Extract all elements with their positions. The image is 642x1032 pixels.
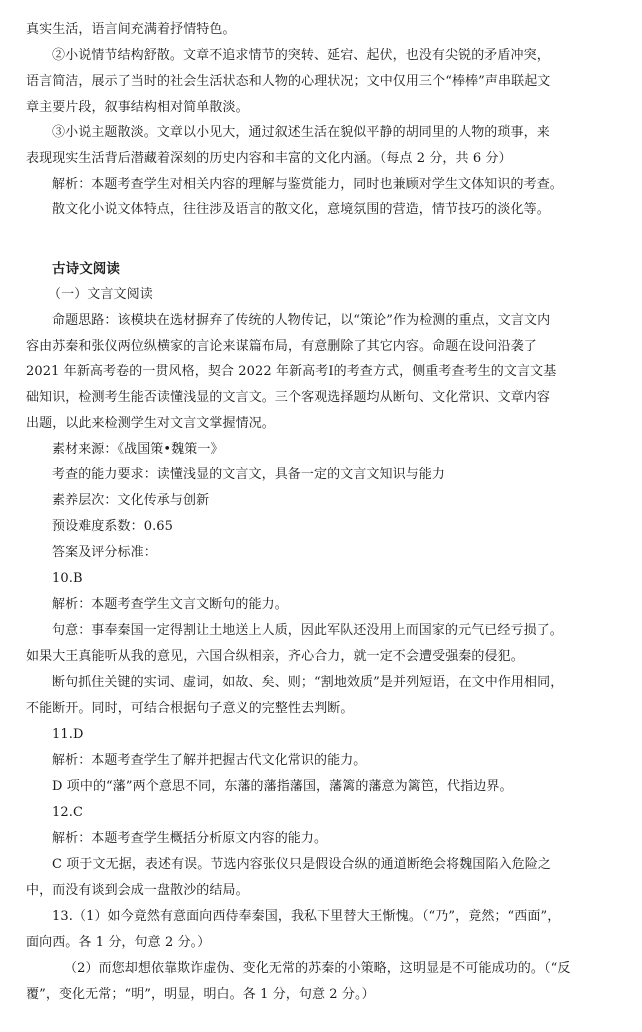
answer-number: 10.B: [52, 571, 83, 586]
subsection-heading: （一）文言文阅读: [48, 287, 153, 302]
text-line: 如果大王真能听从我的意见，六国合纵相亲，齐心合力，就一定不会遭受强秦的侵犯。: [26, 649, 524, 664]
text-line: 解析：本题考查学生对相关内容的理解与鉴赏能力，同时也兼顾对学生文体知识的考查。: [52, 177, 563, 192]
text-line: 句意：事奉秦国一定得割让土地送上人质，因此军队还没用上而国家的元气已经亏损了。: [52, 623, 563, 638]
text-line: 预设难度系数：0.65: [52, 519, 174, 534]
text-line: C 项于文无据，表述有误。节选内容张仪只是假设合纵的通道断绝会将魏国陷入危险之: [52, 857, 551, 872]
text-line: 解析：本题考查学生文言文断句的能力。: [52, 597, 288, 612]
text-line: 答案及评分标准：: [52, 545, 157, 560]
answer-number: 11.D: [52, 727, 84, 742]
text-line: 素养层次：文化传承与创新: [52, 493, 210, 508]
text-line: ②小说情节结构舒散。文章不追求情节的突转、延宕、起伏，也没有尖锐的矛盾冲突，: [52, 48, 550, 63]
text-line: 语言简洁，展示了当时的社会生活状态和人物的心理状况；文中仅用三个“棒棒”声串联起文: [26, 74, 551, 89]
section-heading: 古诗文阅读: [52, 261, 120, 277]
text-line: 真实生活，语言间充满着抒情特色。: [26, 22, 236, 37]
text-line: 解析：本题考查学生了解并把握古代文化常识的能力。: [52, 753, 367, 768]
text-line: 不能断开。同时，可结合根据句子意义的完整性去判断。: [26, 701, 354, 716]
text-line: D 项中的“藩”两个意思不同，东藩的藩指藩国，藩篱的藩意为篱笆，代指边界。: [52, 779, 513, 794]
text-line: 出题，以此来检测学生对文言文掌握情况。: [26, 416, 275, 431]
text-line: 覆”，变化无常；“明”，明显，明白。各 1 分，句意 2 分。）: [26, 987, 375, 1002]
answer-number: 12.C: [52, 805, 84, 820]
text-line: 础知识，检测考生能否读懂浅显的文言文。三个客观选择题均从断句、文化常识、文章内容: [26, 390, 551, 405]
text-line: 表现现实生活背后潜藏着深刻的历史内容和丰富的文化内涵。（每点 2 分，共 6 分）: [26, 151, 512, 166]
text-line: 13.（1）如今竟然有意面向西侍奉秦国，我私下里替大王惭愧。（“乃”，竟然；“西面”，: [52, 909, 561, 924]
text-line: ③小说主题散淡。文章以小见大，通过叙述生活在貌似平静的胡同里的人物的琐事，来: [52, 125, 550, 140]
text-line: 考查的能力要求：读懂浅显的文言文，具备一定的文言文知识与能力: [52, 467, 446, 482]
text-line: 容由苏秦和张仪两位纵横家的言论来谋篇布局，有意删除了其它内容。命题在设问沿袭了: [26, 339, 537, 354]
text-line: 解析：本题考查学生概括分析原文内容的能力。: [52, 831, 328, 846]
text-line: 中，而没有谈到会成一盘散沙的结局。: [26, 883, 249, 898]
text-line: 素材来源：《战国策•魏策一》: [52, 442, 224, 457]
text-line: 2021 年新高考卷的一贯风格，契合 2022 年新高考Ⅰ的考查方式，侧重考查考生的文言文基: [26, 364, 557, 379]
text-line: 面向西。各 1 分，句意 2 分。）: [26, 935, 211, 950]
text-line: 章主要片段，叙事结构相对简单散淡。: [26, 100, 249, 115]
text-line: 散文化小说文体特点，往往涉及语言的散文化，意境氛围的营造，情节技巧的淡化等。: [52, 202, 550, 217]
text-line: （2）而您却想依靠欺诈虚伪、变化无常的苏秦的小策略，这明显是不可能成功的。（“反: [64, 961, 571, 976]
text-line: 命题思路：该模块在选材摒弃了传统的人物传记，以“策论”作为检测的重点，文言文内: [52, 313, 551, 328]
text-line: 断句抓住关键的实词、虚词，如故、矣、则；“割地效质”是并列短语，在文中作用相同，: [52, 675, 564, 690]
